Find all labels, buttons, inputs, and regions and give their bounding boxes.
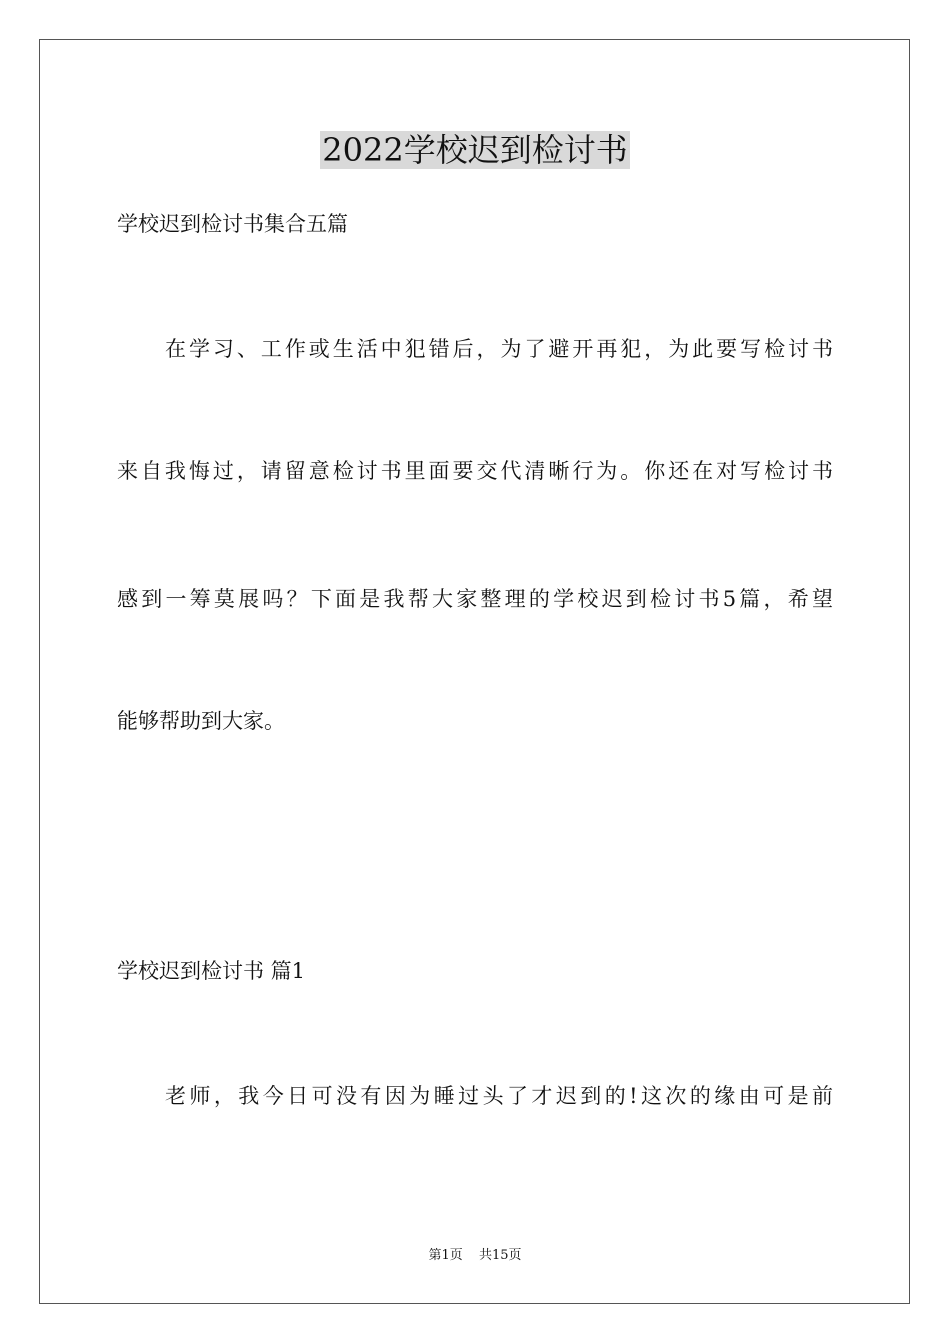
document-title [0, 130, 950, 170]
intro-line-2: 来自我悔过，请留意检讨书里面要交代清晰行为。你还在对写检讨书 [117, 459, 833, 483]
page-total: 共15页 [478, 1248, 522, 1263]
section-line-1: 老师，我今日可没有因为睡过头了才迟到的!这次的缘由可是前 [165, 1084, 833, 1108]
document-subtitle: 学校迟到检讨书集合五篇 [117, 212, 348, 236]
document-title-text: 2022学校迟到检讨书 [322, 131, 628, 169]
intro-line-1: 在学习、工作或生活中犯错后，为了避开再犯，为此要写检讨书 [165, 337, 833, 361]
intro-line-4: 能够帮助到大家。 [117, 709, 285, 733]
page-number: 第1页 [428, 1248, 463, 1263]
page-footer [0, 1247, 950, 1265]
intro-line-3: 感到一筹莫展吗？下面是我帮大家整理的学校迟到检讨书5篇，希望 [117, 587, 833, 611]
section-heading: 学校迟到检讨书 篇1 [117, 959, 306, 983]
